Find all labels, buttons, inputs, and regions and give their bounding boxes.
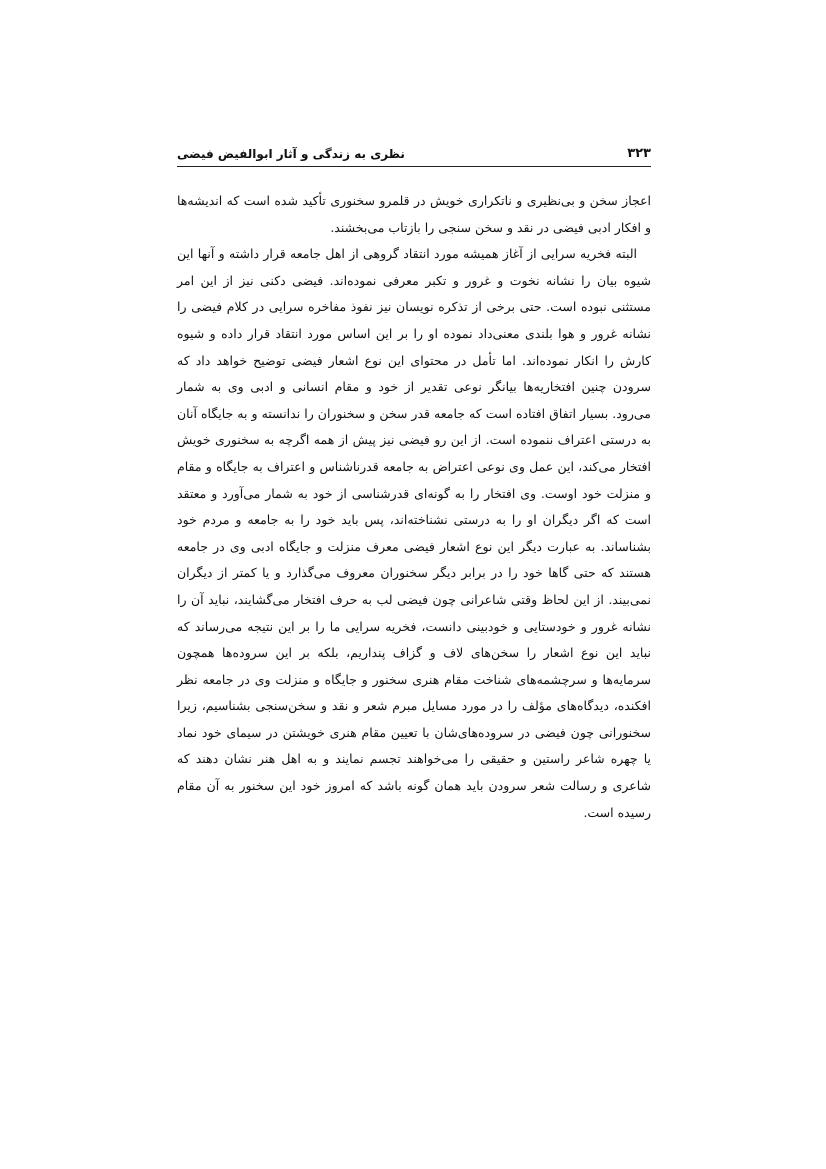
running-header xyxy=(177,141,651,167)
body-text xyxy=(177,188,651,826)
page-number: ۳۲۳ xyxy=(627,146,651,161)
running-title: نظری به زندگی و آثار ابوالفیض فیضی xyxy=(177,147,405,161)
paragraph-1: اعجاز سخن و بی‌نظیری و ناتکراری خویش در قلمرو سخنوری تأکید شده است که اندیشه‌ها و افکار ادبی فیضی در نقد و سخن سنجی را بازتاب می‌بخشند. xyxy=(177,193,651,235)
paragraph-2: البته فخریه سرایی از آغاز همیشه مورد انتقاد گروهی از اهل جامعه قرار داشته و آنها این شیوه بیان را نشانه نخوت و غرور و تکبر معرفی نموده‌اند. فیضی دکنی نیز از این امر مستثنی نبوده است. حتی برخی از تذکره نویسان نیز نفوذ مفاخره سرایی در کلام فیضی را نشانه غرور و هوا بلندی معنی‌داد نموده او را بر این اساس مورد انتقاد قرار داده و شیوه کارش را انکار نموده‌اند. اما تأمل در محتوای این نوع اشعار فیضی توضیح خواهد داد که سرودن چنین افتخاریه‌ها بیانگر نوعی تقدیر از خود و مقام انسانی و ادبی وی به شمار می‌رود. بسیار اتفاق افتاده است که جامعه قدر سخن و سخنوران را ندانسته و به جایگاه آنان به درستی اعتراف ننموده است. از این رو فیضی نیز پیش از همه اگرچه به سخنوری خویش افتخار می‌کند، این عمل وی نوعی اعتراض به جامعه قدرناشناس و اعتراف به جایگاه و مقام و منزلت خود اوست. وی افتخار را به گونه‌ای قدرشناسی از خود به شمار می‌آورد و معتقد است که اگر دیگران او را به درستی نشناخته‌اند، پس باید خود را به جامعه و مردم خود بشناساند. به عبارت دیگر این نوع اشعار فیضی معرف منزلت و جایگاه ادبی وی در جامعه هستند که حتی گاها خود را در برابر دیگر سخنوران معروف می‌گذارد و یا کمتر از دیگران نمی‌بیند. از این لحاظ وقتی شاعرانی چون فیضی لب به حرف افتخار می‌گشایند، نباید آن را نشانه غرور و خودستایی و خودبینی دانست، فخریه سرایی ما را بر این نتیجه می‌رساند که نباید این نوع اشعار را سخن‌های لاف و گزاف پنداریم، بلکه بر این سروده‌ها همچون سرمایه‌ها و سرچشمه‌های شناخت مقام هنری سخنور و جایگاه و منزلت وی در جامعه نظر افکنده، دیدگاه‌های مؤلف را در مورد مسایل مبرم شعر و نقد و سخن‌سنجی بشناسیم، زیرا سخنورانی چون فیضی در سروده‌های‌شان با تعیین مقام هنری خویشتن در سیمای خود نماد یا چهره شاعر راستین و حقیقی را می‌خواهند تجسم نمایند و به اهل هنر نشان دهند که شاعری و رسالت شعر سرودن باید همان گونه باشد که امروز خود این سخنور به آن مقام رسیده است. xyxy=(177,246,651,820)
